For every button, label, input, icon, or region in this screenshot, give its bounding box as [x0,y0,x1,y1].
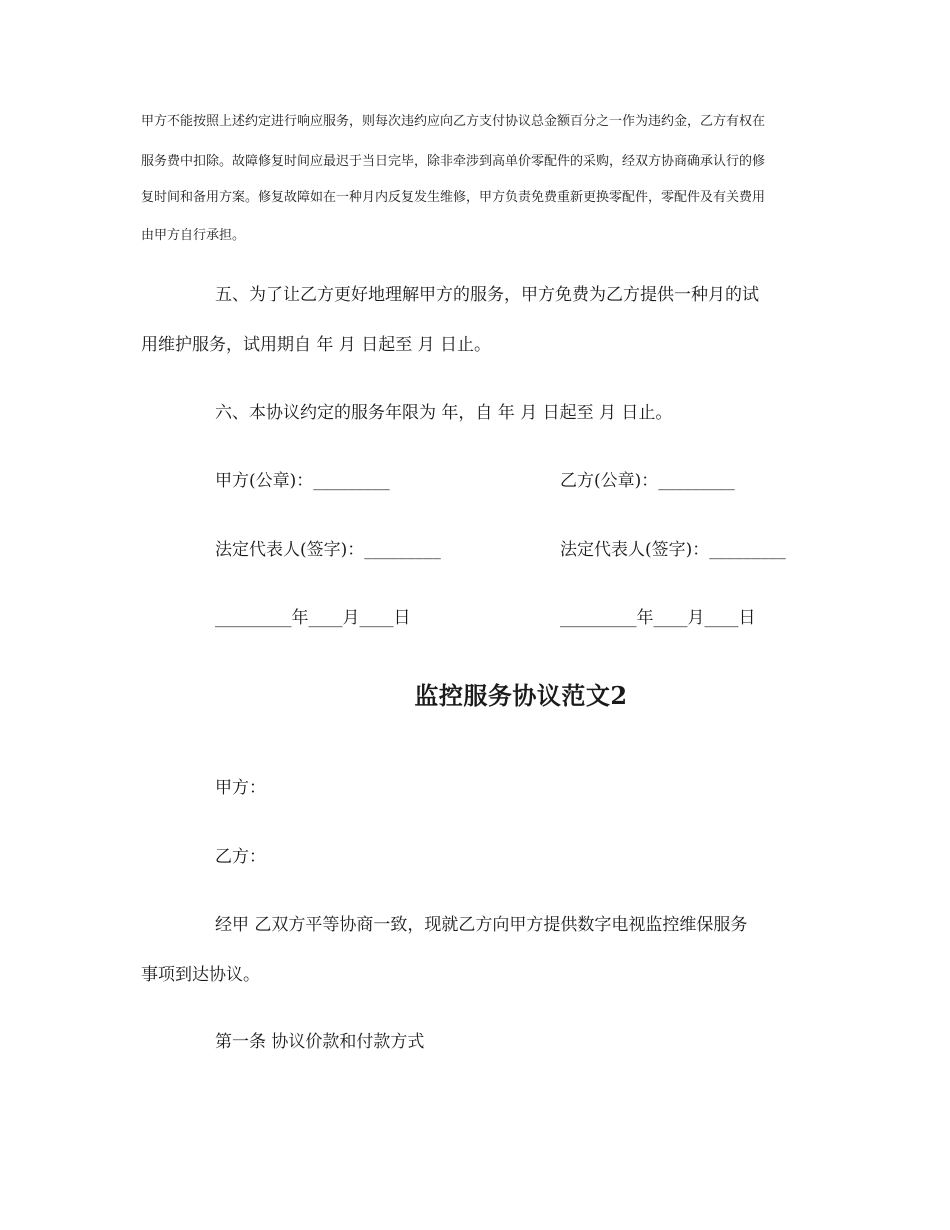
paragraph-line: 由甲方自行承担。 [141,228,246,243]
party-a-label: 甲方： [215,778,266,798]
clause-five-line1: 五、为了让乙方更好地理解甲方的服务，甲方免费为乙方提供一种月的试 [215,285,759,305]
party-a-date: _________年____月____日 [215,608,411,628]
clause-six: 六、本协议约定的服务年限为 年，自 年 月 日起至 月 日止。 [215,403,673,423]
party-b-label: 乙方： [215,847,266,867]
paragraph-line: 服务费中扣除。故障修复时间应最迟于当日完毕，除非牵涉到高单价零配件的采购，经双方协商确承认行的修 [141,154,766,169]
paragraph-line: 复时间和备用方案。修复故障如在一种月内反复发生维修，甲方负责免费重新更换零配件，零配件及有关费用 [141,190,766,205]
paragraph-line: 甲方不能按照上述约定进行响应服务，则每次违约应向乙方支付协议总金额百分之一作为违约金，乙方有权在 [141,114,766,129]
party-a-representative: 法定代表人(签字)：_________ [215,540,441,560]
party-b-representative: 法定代表人(签字)：_________ [560,540,786,560]
clause-five-line2: 用维护服务，试用期自 年 月 日起至 月 日止。 [141,335,492,355]
article-one-heading: 第一条 协议价款和付款方式 [215,1032,425,1052]
intro-line2: 事项到达协议。 [141,965,260,985]
party-b-date: _________年____月____日 [560,608,756,628]
party-b-seal: 乙方(公章)：_________ [560,471,735,491]
document-title: 监控服务协议范文2 [414,681,628,710]
party-a-seal: 甲方(公章)：_________ [215,471,390,491]
intro-line1: 经甲 乙双方平等协商一致，现就乙方向甲方提供数字电视监控维保服务 [215,915,748,935]
